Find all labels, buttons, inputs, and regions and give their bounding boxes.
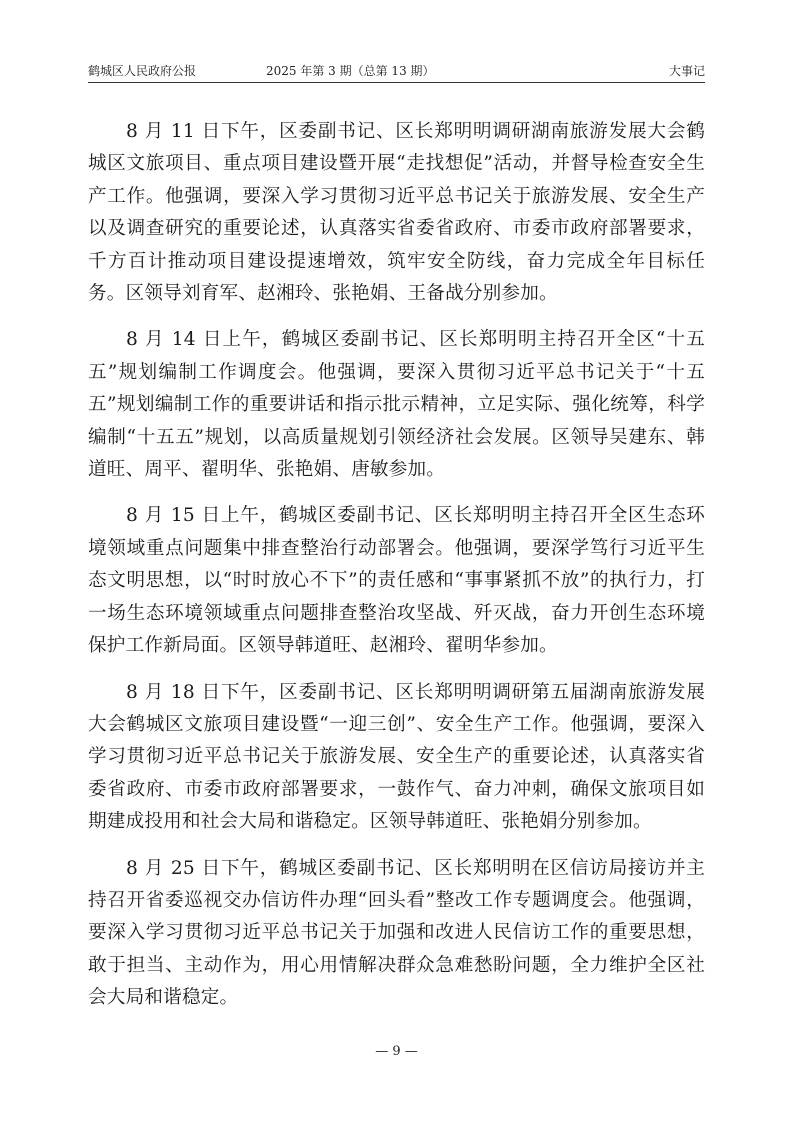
- header-issue-number: 2025 年第 3 期（总第 13 期）: [266, 64, 435, 78]
- page-number: — 9 —: [375, 1044, 418, 1059]
- paragraph-aug-11: 8 月 11 日下午，区委副书记、区长郑明明调研湖南旅游发展大会鹤城区文旅项目、重点项目建设暨开展“走找想促”活动，并督导检查安全生产工作。他强调，要深入学习贯彻习近平总书记关于旅游发展、安全生产以及调查研究的重要论述，认真落实省委省政府、市委市政府部署要求，千方百计推动项目建设提速增效，筑牢安全防线，奋力完成全年目标任务。区领导刘育军、赵湘玲、张艳娟、王备战分别参加。: [88, 121, 705, 305]
- paragraph-aug-15: 8 月 15 日上午，鹤城区委副书记、区长郑明明主持召开全区生态环境领域重点问题集中排查整治行动部署会。他强调，要深学笃行习近平生态文明思想，以“时时放心不下”的责任感和“事事紧抓不放”的执行力，打一场生态环境领域重点问题排查整治攻坚战、歼灭战，奋力开创生态环境保护工作新局面。区领导韩道旺、赵湘玲、翟明华参加。: [88, 505, 705, 657]
- paragraph-aug-18: 8 月 18 日下午，区委副书记、区长郑明明调研第五届湖南旅游发展大会鹤城区文旅项目建设暨“一迎三创”、安全生产工作。他强调，要深入学习贯彻习近平总书记关于旅游发展、安全生产的重要论述，认真落实省委省政府、市委市政府部署要求，一鼓作气、奋力冲刺，确保文旅项目如期建成投用和社会大局和谐稳定。区领导韩道旺、张艳娟分别参加。: [88, 681, 705, 833]
- running-header: [88, 62, 705, 80]
- article-body: [88, 116, 705, 1029]
- header-publication-name: 鹤城区人民政府公报: [88, 64, 197, 78]
- header-section-title: 大事记: [668, 64, 705, 78]
- paragraph-aug-14: 8 月 14 日上午，鹤城区委副书记、区长郑明明主持召开全区“十五五”规划编制工作调度会。他强调，要深入贯彻习近平总书记关于“十五五”规划编制工作的重要讲话和指示批示精神，立足实际、强化统筹，科学编制“十五五”规划，以高质量规划引领经济社会发展。区领导吴建东、韩道旺、周平、翟明华、张艳娟、唐敏参加。: [88, 329, 705, 481]
- header-divider: [88, 82, 705, 83]
- paragraph-aug-25: 8 月 25 日下午，鹤城区委副书记、区长郑明明在区信访局接访并主持召开省委巡视交办信访件办理“回头看”整改工作专题调度会。他强调，要深入学习贯彻习近平总书记关于加强和改进人民信访工作的重要思想，敢于担当、主动作为，用心用情解决群众急难愁盼问题，全力维护全区社会大局和谐稳定。: [88, 857, 705, 1009]
